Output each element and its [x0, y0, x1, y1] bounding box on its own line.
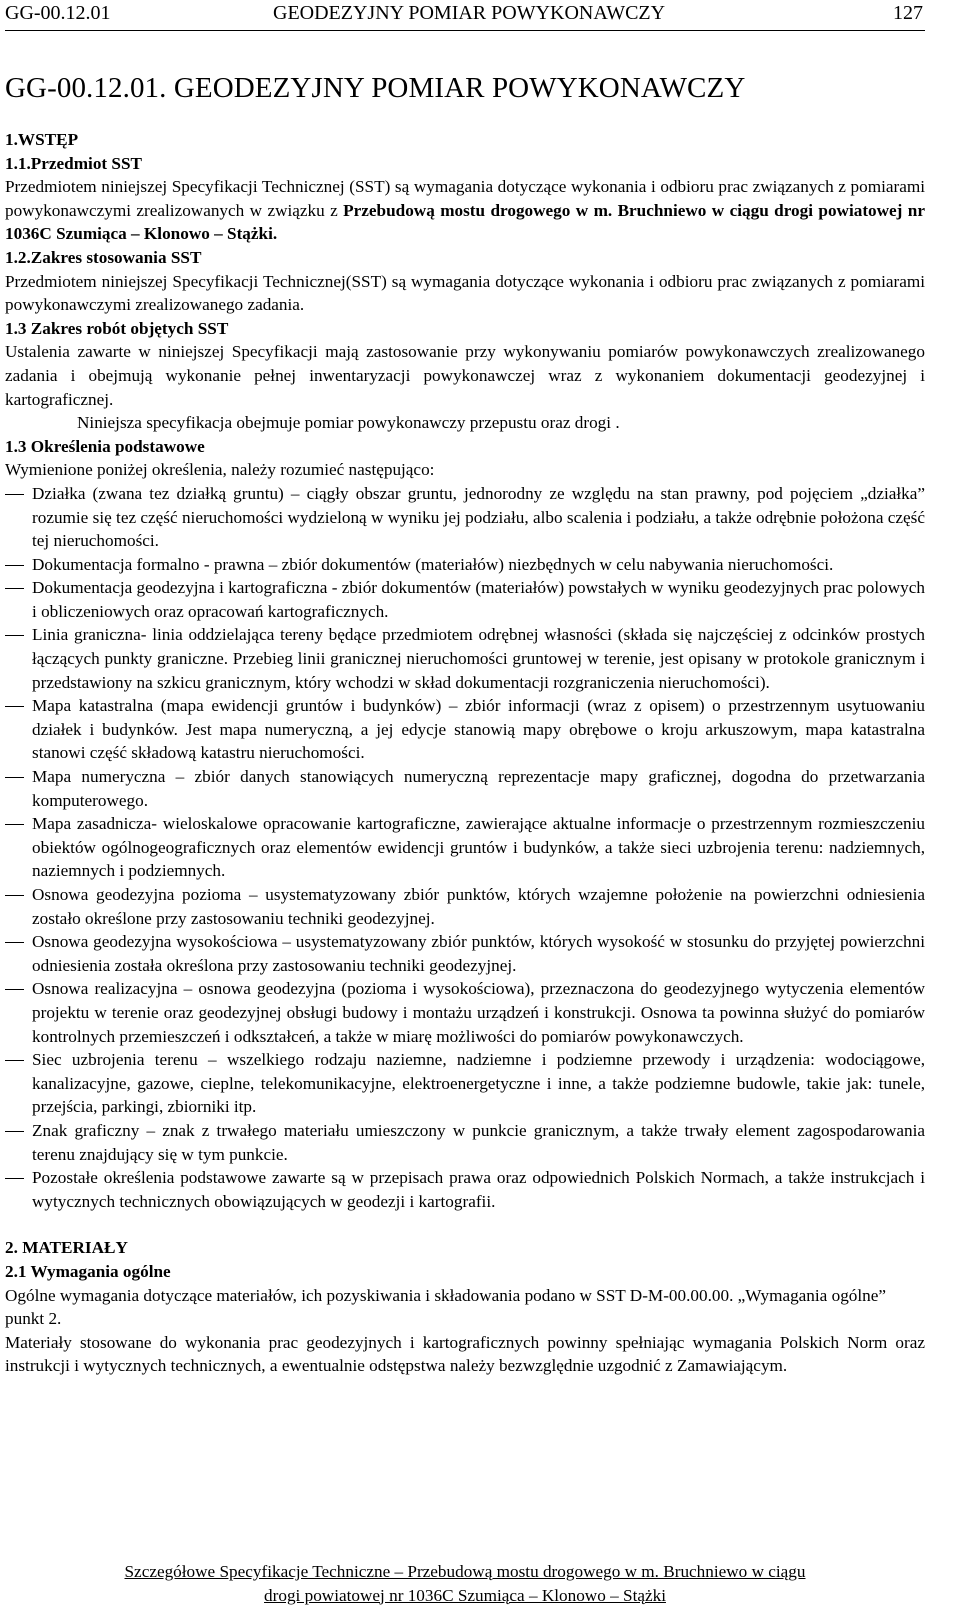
section-1-heading: 1.WSTĘP — [5, 130, 79, 149]
definition-text: Linia graniczna- linia oddzielająca tereny będące przedmiotem odrębnej własności (składa się najczęściej z odcinków prostych łączących punkty graniczne. Przebieg linii granicznej nieruchomości gruntowej w terenie, jest opisany w protokole granicznym i przedstawiony na szkicu granicznym, który wchodzi w skład dokumentacji rozgraniczenia nieruchomości). — [32, 625, 925, 692]
definition-item — [5, 623, 925, 694]
section-2-heading: 2. MATERIAŁY — [5, 1238, 128, 1258]
section-1-1-text-b: Przebudową mostu drogowego w m. Bruchniewo w ciągu drogi powiatowej nr 1036C Szumiąca – Klonowo – Stążki. — [5, 200, 925, 244]
definition-item — [5, 883, 925, 930]
definitions-intro: Wymienione poniżej określenia, należy rozumieć następująco: — [5, 460, 435, 480]
definition-text: Mapa numeryczna – zbiór danych stanowiących numeryczną reprezentacje mapy graficznej, dogodna do przetwarzania komputerowego. — [32, 767, 925, 810]
page-footer — [5, 1560, 925, 1607]
section-2-1-text-2: Materiały stosowane do wykonania prac geodezyjnych i kartograficznych powinny spełniając wymagania Polskich Norm oraz instrukcji i wytycznych technicznych, a ewentualnie odstępstwa należy bezwzględnie uzgodnić z Zamawiającym. — [5, 1332, 925, 1376]
spacer — [5, 1213, 925, 1236]
definition-item — [5, 977, 925, 1048]
definition-item — [5, 694, 925, 765]
definition-text: Działka (zwana tez działką gruntu) – ciągły obszar gruntu, jednorodny ze względu na stan prawny, pod pojęciem „działka” rozumie się tez część nieruchomości wydzieloną w wyniku jej podziału, albo scalenia i podziału, a także odrębnie położona część tej nieruchomości. — [32, 483, 925, 551]
section-1-3-heading: 1.3 Zakres robót objętych SST — [5, 318, 229, 338]
definitions-list — [5, 482, 925, 1213]
definition-text: Dokumentacja formalno - prawna – zbiór dokumentów (materiałów) niezbędnych w celu nabywania nieruchomości. — [32, 554, 834, 574]
definition-text: Osnowa geodezyjna wysokościowa – usystematyzowany zbiór punktów, których wysokość w stosunku do przyjętej powierzchni odniesienia została określona przy zastosowaniu techniki geodezyjnej. — [32, 932, 925, 975]
definition-item — [5, 1119, 925, 1166]
section-1-1-text-a: Przedmiotem niniejszej Specyfikacji Technicznej (SST) są wymagania dotyczące wykonania i odbioru prac związanych z pomiarami powykonawczymi zrealizowanych w związku z — [5, 177, 925, 220]
definition-item — [5, 482, 925, 553]
definition-text: Siec uzbrojenia terenu – wszelkiego rodzaju naziemne, nadziemne i podziemne przewody i urządzenia: wodociągowe, kanalizacyjne, gazowe, cieplne, telekomunikacyjne, elektroenergetyczne i inne, a także podziemne budowle, takie jak: tunele, przejścia, parkingi, zbiorniki itp. — [32, 1050, 925, 1117]
section-1-3-text-2: Niniejsza specyfikacja obejmuje pomiar powykonawczy przepustu oraz drogi . — [77, 413, 620, 433]
definition-item — [5, 765, 925, 812]
header-title: GEODEZYJNY POMIAR POWYKONAWCZY — [273, 2, 666, 24]
definition-text: Mapa katastralna (mapa ewidencji gruntów i budynków) – zbiór informacji (wraz z opisem) o przestrzennym usytuowaniu działek i budynków. Jest mapa numeryczną, a jej edycje stanowią mapy obrębowe o kroju arkuszowym, mapa katastralna stanowi część składową katastru nieruchomości. — [32, 696, 925, 763]
document-title: GG-00.12.01. GEODEZYJNY POMIAR POWYKONAWCZY — [5, 72, 746, 104]
section-1-3b-heading: 1.3 Określenia podstawowe — [5, 436, 205, 456]
definition-text: Mapa zasadnicza- wieloskalowe opracowanie kartograficzne, zawierające aktualne informacje o przestrzennym rozmieszczeniu obiektów ogólnogeograficznych oraz elementów ewidencji gruntów i budynków, a także sieci uzbrojenia terenu: nadziemnych, naziemnych i podziemnych. — [32, 814, 925, 881]
section-1-1-heading: 1.1.Przedmiot SST — [5, 153, 143, 173]
definition-item — [5, 1048, 925, 1119]
section-2-1-heading: 2.1 Wymagania ogólne — [5, 1261, 171, 1281]
footer-line-2: drogi powiatowej nr 1036C Szumiąca – Klonowo – Stążki — [264, 1585, 666, 1605]
section-2-1-text-1: Ogólne wymagania dotyczące materiałów, ich pozyskiwania i składowania podano w SST D-M-00.00.00. „Wymagania ogólne” punkt 2. — [5, 1285, 887, 1329]
definition-text: Znak graficzny – znak z trwałego materiału umieszczony w punkcie granicznym, a także trwały element zagospodarowania terenu znajdujący się w tym punkcie. — [32, 1120, 925, 1164]
section-1-3-text: Ustalenia zawarte w niniejszej Specyfikacji mają zastosowanie przy wykonywaniu pomiarów powykonawczych zrealizowanego zadania i obejmują wykonanie pełnej inwentaryzacji powykonawczej wraz z wykonaniem dokumentacji geodezyjnej i kartograficznej. — [5, 342, 925, 409]
section-1-2-text: Przedmiotem niniejszej Specyfikacji Technicznej(SST) są wymagania dotyczące wykonania i odbioru prac związanych z pomiarami powykonawczymi zrealizowanego zadania. — [5, 271, 925, 315]
definition-item — [5, 812, 925, 883]
running-header — [5, 0, 925, 31]
header-page-number: 127 — [893, 2, 923, 24]
definition-item — [5, 576, 925, 623]
definition-text: Pozostałe określenia podstawowe zawarte są w przepisach prawa oraz odpowiednich Polskich Normach, a także instrukcjach i wytycznych technicznych obowiązujących w geodezji i kartografii. — [32, 1168, 925, 1211]
definition-text: Osnowa geodezyjna pozioma – usystematyzowany zbiór punktów, których wzajemne położenie na powierzchni odniesienia zostało określone przy zastosowaniu techniki geodezyjnej. — [32, 885, 925, 928]
definition-text: Dokumentacja geodezyjna i kartograficzna - zbiór dokumentów (materiałów) powstałych w wyniku geodezyjnych prac polowych i obliczeniowych oraz opracowań kartograficznych. — [32, 578, 925, 621]
definition-item — [5, 553, 925, 577]
definition-item — [5, 1166, 925, 1213]
section-1-1-text — [5, 175, 925, 246]
definition-item — [5, 930, 925, 977]
definition-text: Osnowa realizacyjna – osnowa geodezyjna (pozioma i wysokościowa), przeznaczona do geodezyjnego wytyczenia elementów projektu w terenie oraz geodezyjnej obsługi budowy i montażu urządzeń i konstrukcji. Osnowa ta powinna służyć do pomiarów kontrolnych przemieszczeń i odkształceń, a także w miarę możliwości do pomiarów powykonawczych. — [32, 979, 925, 1046]
section-1-2-heading: 1.2.Zakres stosowania SST — [5, 247, 202, 267]
footer-line-1: Szczegółowe Specyfikacje Techniczne – Przebudową mostu drogowego w m. Bruchniewo w ciągu — [124, 1562, 806, 1581]
document-body — [5, 128, 925, 1378]
header-code: GG-00.12.01 — [5, 2, 111, 24]
